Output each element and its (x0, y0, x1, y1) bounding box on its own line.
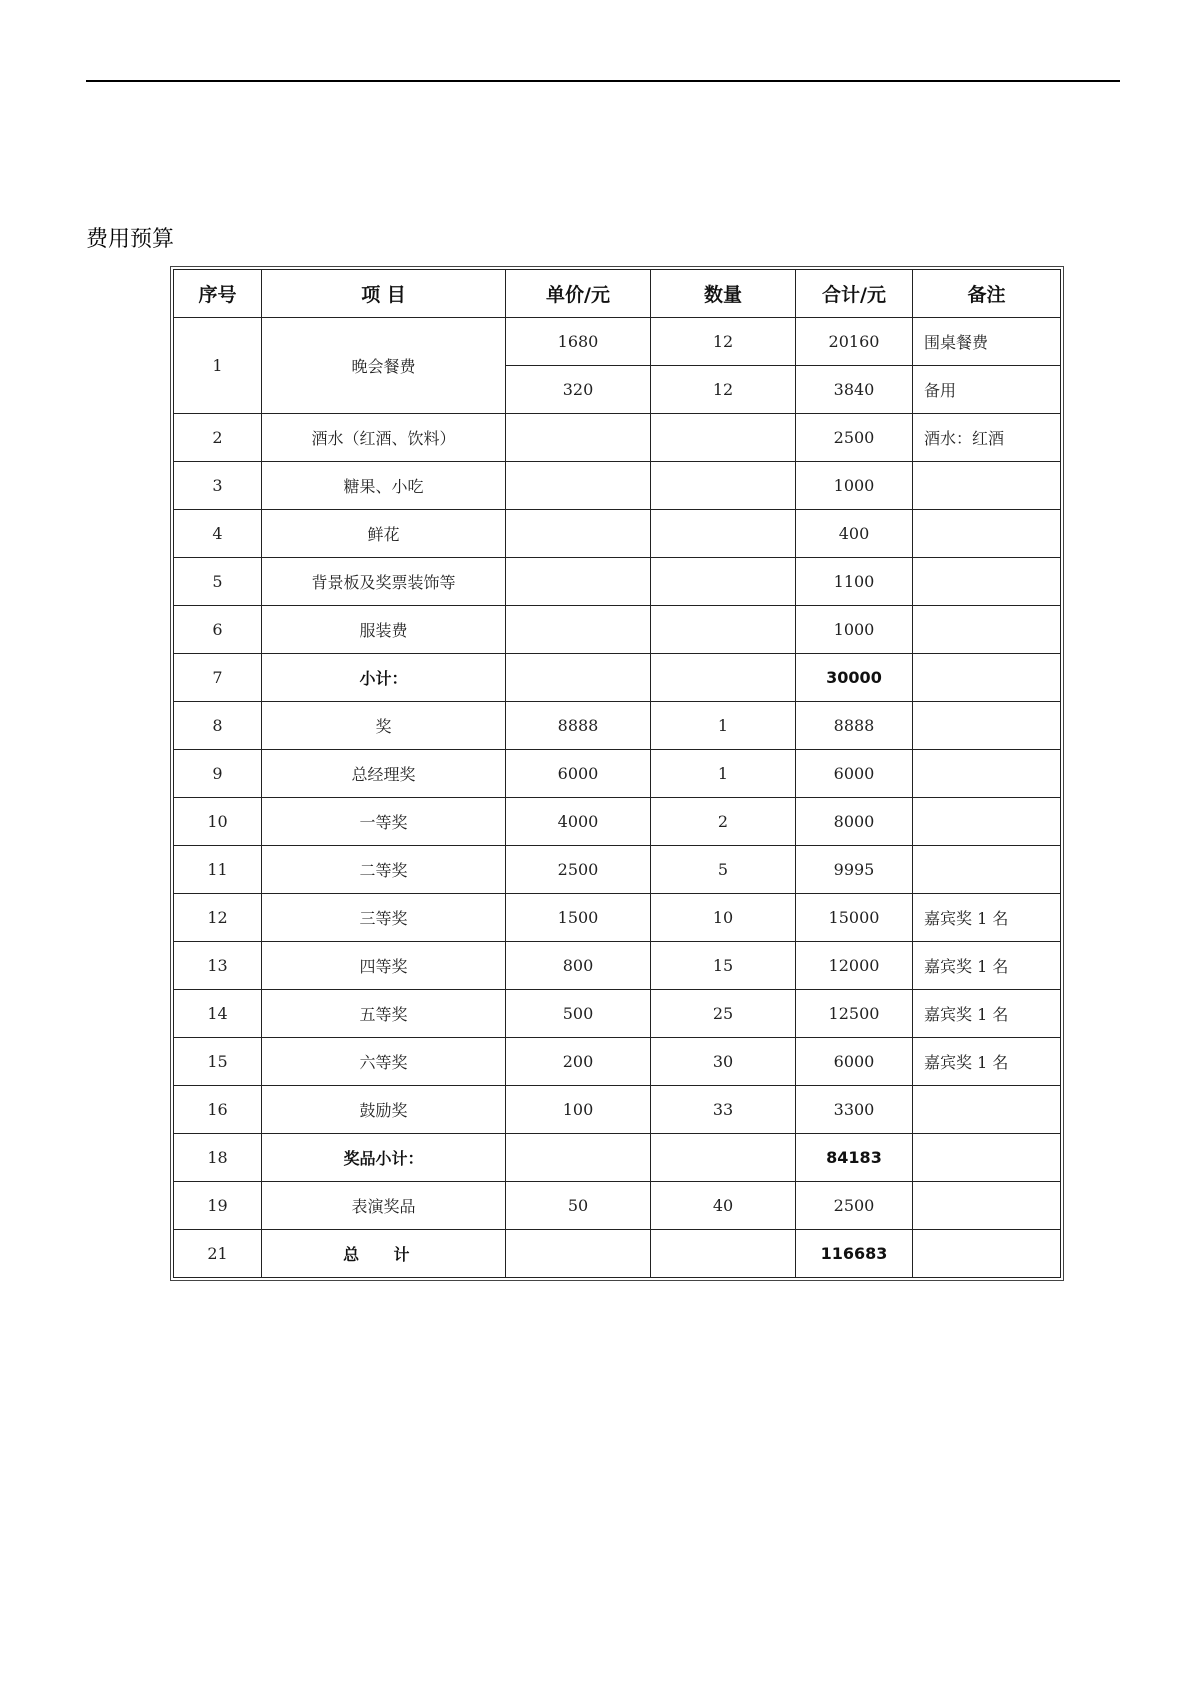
cell-unit-price: 50 (506, 1182, 651, 1230)
cell-note (913, 798, 1061, 846)
table-row (174, 414, 1061, 462)
cell-seq: 11 (174, 846, 262, 894)
cell-seq: 13 (174, 942, 262, 990)
cell-item: 表演奖品 (262, 1182, 506, 1230)
cell-item: 鼓励奖 (262, 1086, 506, 1134)
cell-seq: 1 (174, 318, 262, 414)
cell-unit-price: 200 (506, 1038, 651, 1086)
cell-quantity: 30 (651, 1038, 796, 1086)
cell-unit-price (506, 606, 651, 654)
table-row (174, 1038, 1061, 1086)
header-item: 项 目 (262, 270, 506, 318)
cell-note (913, 510, 1061, 558)
cell-unit-price: 1680 (506, 318, 651, 366)
cell-unit-price: 2500 (506, 846, 651, 894)
cell-total: 8888 (796, 702, 913, 750)
cell-unit-price: 800 (506, 942, 651, 990)
cell-total: 3840 (796, 366, 913, 414)
cell-seq: 15 (174, 1038, 262, 1086)
cell-item: 五等奖 (262, 990, 506, 1038)
cell-seq: 9 (174, 750, 262, 798)
cell-note (913, 558, 1061, 606)
cell-total: 1000 (796, 462, 913, 510)
cell-seq: 16 (174, 1086, 262, 1134)
cell-total: 1100 (796, 558, 913, 606)
cell-note (913, 750, 1061, 798)
header-total: 合计/元 (796, 270, 913, 318)
cell-quantity (651, 558, 796, 606)
table-row (174, 606, 1061, 654)
cell-note (913, 1134, 1061, 1182)
cell-unit-price (506, 414, 651, 462)
cell-total: 84183 (796, 1134, 913, 1182)
cell-unit-price: 100 (506, 1086, 651, 1134)
cell-item: 背景板及奖票装饰等 (262, 558, 506, 606)
cell-item: 晚会餐费 (262, 318, 506, 414)
cell-total: 8000 (796, 798, 913, 846)
cell-item: 酒水（红酒、饮料） (262, 414, 506, 462)
cell-quantity: 10 (651, 894, 796, 942)
cell-item: 小计： (262, 654, 506, 702)
cell-note: 嘉宾奖 1 名 (913, 1038, 1061, 1086)
cell-note: 围桌餐费 (913, 318, 1061, 366)
cell-total: 6000 (796, 750, 913, 798)
cell-seq: 21 (174, 1230, 262, 1278)
table-row (174, 798, 1061, 846)
section-title: 费用预算 (86, 227, 175, 252)
cell-note (913, 606, 1061, 654)
cell-quantity: 1 (651, 750, 796, 798)
cell-seq: 6 (174, 606, 262, 654)
cell-quantity: 12 (651, 366, 796, 414)
cell-unit-price: 500 (506, 990, 651, 1038)
cell-note (913, 846, 1061, 894)
cell-total: 15000 (796, 894, 913, 942)
cell-seq: 4 (174, 510, 262, 558)
cell-seq: 5 (174, 558, 262, 606)
cell-item: 总经理奖 (262, 750, 506, 798)
table-row (174, 702, 1061, 750)
table-row (174, 462, 1061, 510)
cell-note (913, 1086, 1061, 1134)
table-row (174, 318, 1061, 366)
cell-quantity: 2 (651, 798, 796, 846)
cell-seq: 10 (174, 798, 262, 846)
cell-quantity: 5 (651, 846, 796, 894)
table-row (174, 1086, 1061, 1134)
cell-note: 嘉宾奖 1 名 (913, 894, 1061, 942)
cell-quantity (651, 1230, 796, 1278)
cell-unit-price (506, 462, 651, 510)
cell-note (913, 654, 1061, 702)
cell-unit-price (506, 654, 651, 702)
cell-item: 糖果、小吃 (262, 462, 506, 510)
table-row (174, 942, 1061, 990)
table-row (174, 1134, 1061, 1182)
table-row (174, 846, 1061, 894)
cell-note (913, 1230, 1061, 1278)
cell-unit-price: 6000 (506, 750, 651, 798)
cell-total: 400 (796, 510, 913, 558)
header-seq: 序号 (174, 270, 262, 318)
cell-total: 30000 (796, 654, 913, 702)
cell-quantity (651, 654, 796, 702)
cell-unit-price (506, 558, 651, 606)
cell-unit-price: 8888 (506, 702, 651, 750)
cell-item: 奖品小计： (262, 1134, 506, 1182)
table-row (174, 510, 1061, 558)
cell-item: 鲜花 (262, 510, 506, 558)
cell-note (913, 702, 1061, 750)
cell-total: 9995 (796, 846, 913, 894)
header-rule (86, 80, 1120, 82)
cell-seq: 8 (174, 702, 262, 750)
cell-unit-price: 1500 (506, 894, 651, 942)
cell-quantity (651, 462, 796, 510)
cell-quantity: 12 (651, 318, 796, 366)
header-unit-price: 单价/元 (506, 270, 651, 318)
cell-item: 总 计 (262, 1230, 506, 1278)
cell-item: 二等奖 (262, 846, 506, 894)
cell-seq: 18 (174, 1134, 262, 1182)
cell-note: 嘉宾奖 1 名 (913, 942, 1061, 990)
header-quantity: 数量 (651, 270, 796, 318)
cell-total: 6000 (796, 1038, 913, 1086)
cell-quantity (651, 414, 796, 462)
cell-total: 1000 (796, 606, 913, 654)
cell-quantity: 40 (651, 1182, 796, 1230)
cell-note: 备用 (913, 366, 1061, 414)
cell-total: 2500 (796, 414, 913, 462)
table-row (174, 654, 1061, 702)
budget-table (173, 269, 1061, 1278)
table-row (174, 990, 1061, 1038)
cell-unit-price (506, 510, 651, 558)
cell-item: 奖 (262, 702, 506, 750)
cell-unit-price: 320 (506, 366, 651, 414)
cell-total: 2500 (796, 1182, 913, 1230)
cell-item: 服装费 (262, 606, 506, 654)
cell-quantity: 1 (651, 702, 796, 750)
cell-quantity (651, 1134, 796, 1182)
cell-seq: 19 (174, 1182, 262, 1230)
cell-total: 116683 (796, 1230, 913, 1278)
cell-seq: 3 (174, 462, 262, 510)
cell-total: 3300 (796, 1086, 913, 1134)
table-body (174, 318, 1061, 1278)
cell-seq: 14 (174, 990, 262, 1038)
cell-item: 四等奖 (262, 942, 506, 990)
cell-note: 酒水：红酒 (913, 414, 1061, 462)
cell-quantity (651, 510, 796, 558)
cell-item: 一等奖 (262, 798, 506, 846)
cell-quantity: 25 (651, 990, 796, 1038)
cell-unit-price: 4000 (506, 798, 651, 846)
cell-total: 12000 (796, 942, 913, 990)
cell-quantity (651, 606, 796, 654)
cell-seq: 12 (174, 894, 262, 942)
cell-total: 20160 (796, 318, 913, 366)
cell-quantity: 33 (651, 1086, 796, 1134)
table-row (174, 1182, 1061, 1230)
cell-note: 嘉宾奖 1 名 (913, 990, 1061, 1038)
cell-item: 三等奖 (262, 894, 506, 942)
table-row (174, 1230, 1061, 1278)
table-header-row (174, 270, 1061, 318)
cell-note (913, 462, 1061, 510)
budget-table-frame (170, 266, 1064, 1281)
cell-quantity: 15 (651, 942, 796, 990)
cell-note (913, 1182, 1061, 1230)
cell-unit-price (506, 1134, 651, 1182)
cell-item: 六等奖 (262, 1038, 506, 1086)
table-row (174, 894, 1061, 942)
table-row (174, 558, 1061, 606)
cell-seq: 2 (174, 414, 262, 462)
cell-seq: 7 (174, 654, 262, 702)
header-note: 备注 (913, 270, 1061, 318)
cell-unit-price (506, 1230, 651, 1278)
table-row (174, 750, 1061, 798)
cell-total: 12500 (796, 990, 913, 1038)
